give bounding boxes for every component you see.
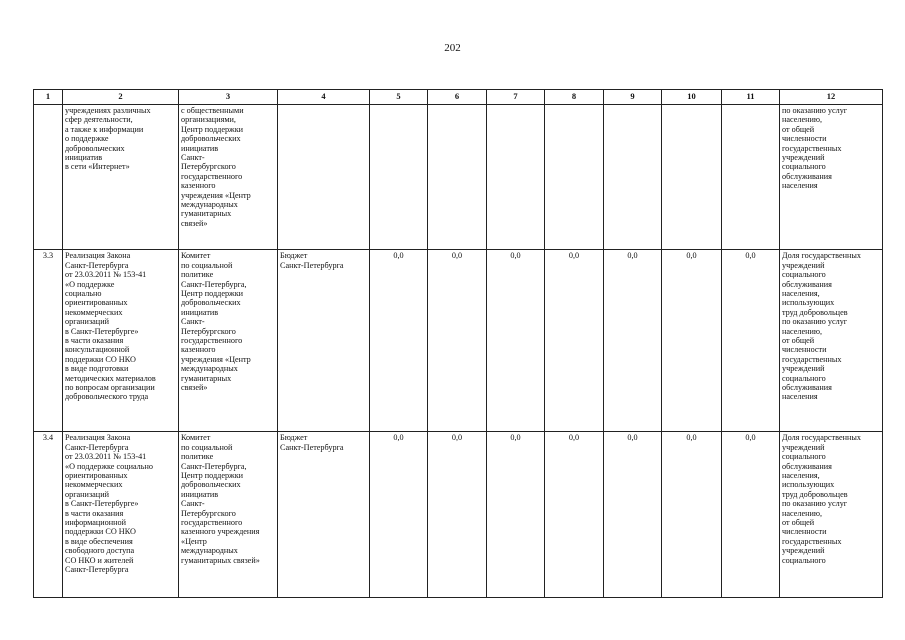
value-cell: 0,0 bbox=[545, 432, 604, 598]
value-cell bbox=[662, 105, 722, 250]
row-number: 3.4 bbox=[34, 432, 63, 598]
executor-cell: Комитет по социальной политике Санкт-Петербурга, Центр поддержки добровольческих инициатив Санкт- Петербургского государственного казенного учреждения «Центр международных гуманитарных связей» bbox=[179, 250, 278, 432]
header-col-2: 2 bbox=[63, 90, 179, 105]
program-table bbox=[33, 89, 883, 598]
value-cell: 0,0 bbox=[428, 250, 487, 432]
value-cell bbox=[545, 105, 604, 250]
value-cell: 0,0 bbox=[662, 432, 722, 598]
value-cell: 0,0 bbox=[604, 250, 662, 432]
value-cell: 0,0 bbox=[370, 250, 428, 432]
source-cell bbox=[278, 105, 370, 250]
header-col-10: 10 bbox=[662, 90, 722, 105]
value-cell: 0,0 bbox=[487, 432, 545, 598]
value-cell: 0,0 bbox=[428, 432, 487, 598]
indicator-cell: Доля государственных учреждений социального обслуживания населения, использующих труд добровольцев по оказанию услуг населению, от общей численности государственных учреждений социального bbox=[780, 432, 883, 598]
header-col-1: 1 bbox=[34, 90, 63, 105]
source-cell: Бюджет Санкт-Петербурга bbox=[278, 432, 370, 598]
value-cell bbox=[370, 105, 428, 250]
header-col-8: 8 bbox=[545, 90, 604, 105]
activity-cell: Реализация Закона Санкт-Петербурга от 23.03.2011 № 153-41 «О поддержке социально ориентированных некоммерческих организаций в Санкт-Петербурге» в части оказания консультационной поддержки СО НКО в виде подготовки методических материалов по вопросам организации добровольческого труда bbox=[63, 250, 179, 432]
header-col-9: 9 bbox=[604, 90, 662, 105]
table-row bbox=[34, 432, 883, 598]
row-number: 3.3 bbox=[34, 250, 63, 432]
table-row bbox=[34, 250, 883, 432]
page-number: 202 bbox=[444, 42, 461, 54]
value-cell: 0,0 bbox=[545, 250, 604, 432]
value-cell bbox=[722, 105, 780, 250]
value-cell: 0,0 bbox=[370, 432, 428, 598]
header-col-4: 4 bbox=[278, 90, 370, 105]
value-cell: 0,0 bbox=[487, 250, 545, 432]
header-col-3: 3 bbox=[179, 90, 278, 105]
value-cell: 0,0 bbox=[722, 432, 780, 598]
value-cell: 0,0 bbox=[662, 250, 722, 432]
activity-cell: Реализация Закона Санкт-Петербурга от 23.03.2011 № 153-41 «О поддержке социально ориентированных некоммерческих организаций в Санкт-Петербурге» в части оказания информационной поддержки СО НКО в виде обеспечения свободного доступа СО НКО и жителей Санкт-Петербурга bbox=[63, 432, 179, 598]
value-cell bbox=[487, 105, 545, 250]
activity-cell: учреждениях различных сфер деятельности, а также к информации о поддержке добровольческих инициатив в сети «Интернет» bbox=[63, 105, 179, 250]
value-cell bbox=[428, 105, 487, 250]
header-row bbox=[34, 90, 883, 105]
executor-cell: Комитет по социальной политике Санкт-Петербурга, Центр поддержки добровольческих инициатив Санкт- Петербургского государственного казенного учреждения «Центр международных гуманитарных связей» bbox=[179, 432, 278, 598]
value-cell: 0,0 bbox=[604, 432, 662, 598]
header-col-12: 12 bbox=[780, 90, 883, 105]
value-cell bbox=[604, 105, 662, 250]
indicator-cell: по оказанию услуг населению, от общей численности государственных учреждений социального обслуживания населения bbox=[780, 105, 883, 250]
table-row bbox=[34, 105, 883, 250]
executor-cell: с общественными организациями, Центр поддержки добровольческих инициатив Санкт- Петербургского государственного казенного учреждения «Центр международных гуманитарных связей» bbox=[179, 105, 278, 250]
header-col-7: 7 bbox=[487, 90, 545, 105]
header-col-6: 6 bbox=[428, 90, 487, 105]
header-col-5: 5 bbox=[370, 90, 428, 105]
source-cell: Бюджет Санкт-Петербурга bbox=[278, 250, 370, 432]
row-number bbox=[34, 105, 63, 250]
indicator-cell: Доля государственных учреждений социального обслуживания населения, использующих труд добровольцев по оказанию услуг населению, от общей численности государственных учреждений социального обслуживания населения bbox=[780, 250, 883, 432]
header-col-11: 11 bbox=[722, 90, 780, 105]
value-cell: 0,0 bbox=[722, 250, 780, 432]
